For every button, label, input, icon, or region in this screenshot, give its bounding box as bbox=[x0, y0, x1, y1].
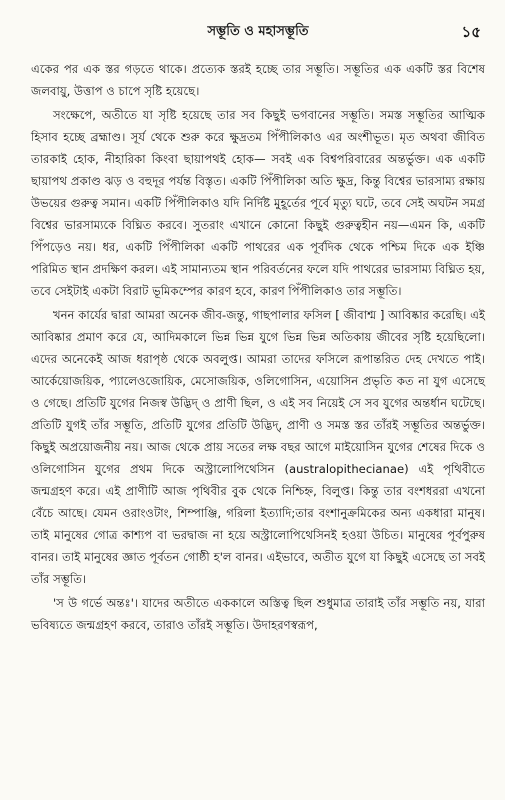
running-title: সম্ভূতি ও মহাসম্ভূতি bbox=[207, 24, 309, 39]
running-header bbox=[31, 22, 485, 44]
paragraph-3: খনন কার্যের দ্বারা আমরা অনেক জীব-জন্তু, গাছপালার ফসিল [ জীবাশ্ম ] আবিষ্কার করেছি। এই আবিষ্কার প্রমাণ করে যে, আদিমকালে ভিন্ন ভিন্ন যুগে ভিন্ন ভিন্ন অতিকায় জীবের সৃষ্টি হয়েছিলো। এদের অনেকেই আজ ধরাপৃষ্ঠ থেকে অবলুপ্ত। আমরা তাদের ফসিলে রূপান্তরিত দেহ দেখতে পাই। আর্কেয়োজয়িক, প্যালেওজোয়িক, মেসোজয়িক, ওলিগোসিন, এয়োসিন প্রভৃতি কত না যুগ এসেছে ও গেছে। প্রতিটি যুগের নিজস্ব উদ্ভিদ্ ও প্রাণী ছিল, ও এই সব নিয়েই সে সব যুগের অন্তর্ধান ঘটেছে। প্রতিটি যুগই তাঁর সম্ভূতি, প্রতিটি যুগের প্রতিটি উদ্ভিদ্, প্রাণী ও সমস্ত স্তর তাঁরই সম্ভূতির অন্তর্ভুক্ত। কিছুই অপ্রয়োজনীয় নয়। আজ থেকে প্রায় সতের লক্ষ বছর আগে মাইয়োসিন যুগের শেষের দিকে ও ওলিগোসিন যুগের প্রথম দিকে অস্ট্রালোপিথেসিন (australopithecianae) এই পৃথিবীতে জন্মগ্রহণ করে। এই প্রাণীটি আজ পৃথিবীর বুক থেকে নিশ্চিহ্ন, বিলুপ্ত। কিন্তু তার বংশধররা এখনো বেঁচে আছে। যেমন ওরাংওটাং, শিম্পাঞ্জি, গরিলা ইত্যাদি;তার বংশানুক্রমিকের অন্য একধারা মানুষ। তাই মানুষের গোত্র কাশ্যপ বা ভরদ্বাজ না হয়ে অস্ট্রালোপিথেসিনই হওয়া উচিত। মানুষের পূর্বপুরুষ বানর। তাই মানুষের জ্ঞাত পূর্বতন গোষ্ঠী হ'ল বানর। এইভাবে, অতীত যুগে যা কিছুই এসেছে তা সবই তাঁর সম্ভূতি। bbox=[31, 308, 485, 586]
paragraph-1: একের পর এক স্তর গড়তে থাকে। প্রত্যেক স্তরই হচ্ছে তার সম্ভূতি। সম্ভূতির এক একটি স্তর বিশেষ জলবায়ু, উত্তাপ ও চাপে সৃষ্টি হয়েছে। bbox=[31, 62, 485, 98]
paragraph-4: 'স উ গর্ভে অন্তঃ'। যাদের অতীতে এককালে অস্তিত্ব ছিল শুধুমাত্র তারাই তাঁর সম্ভূতি নয়, যারা ভবিষ্যতে জন্মগ্রহণ করবে, তারাও তাঁরই সম্ভূতি। উদাহরণস্বরূপ, bbox=[31, 596, 485, 632]
body-text bbox=[31, 58, 485, 636]
page-number: ১৫ bbox=[461, 23, 481, 41]
paragraph-2: সংক্ষেপে, অতীতে যা সৃষ্টি হয়েছে তার সব কিছুই ভগবানের সম্ভূতি। সমস্ত সম্ভূতির আত্মিক হিসাব হচ্ছে ব্রহ্মাণ্ড। সূর্য থেকে শুরু করে ক্ষুদ্রতম পিঁপীলিকাও এর অংশীভূত। মৃত অথবা জীবিত তারকাই হোক, নীহারিকা কিংবা ছায়াপথই হোক— সবই এক বিশ্বপরিবারের অন্তর্ভুক্ত। এক একটি ছায়াপথ প্রকাণ্ড ঝড় ও বহুদূর পর্যন্ত বিস্তৃত। একটি পিঁপীলিকা অতি ক্ষুদ্র, কিন্তু বিশ্বের ভারসাম্য রক্ষায় উভয়ের গুরুত্ব সমান। একটি পিঁপীলিকাও যদি নির্দিষ্ট মুহূর্তের পূর্বে মৃত্যু ঘটে, তবে সেই অঘটন সমগ্র বিশ্বের ভারসাম্যকে বিঘ্নিত করবে। সুতরাং এখানে কোনো কিছুই গুরুত্বহীন নয়—এমন কি, একটি পিঁপড়েও নয়। ধর, একটি পিঁপীলিকা একটি পাথরের এক পূর্বদিক থেকে পশ্চিম দিকে এক ইঞ্চি পরিমিত স্থান প্রদক্ষিণ করল। এই সামান্যতম স্থান পরিবর্তনের ফলে যদি পাথরের ভারসাম্য বিঘ্নিত হয়, তবে সেইটাই একটা বিরাট ভূমিকম্পের কারণ হবে, কারণ পিঁপীলিকাও তার সম্ভূতি। bbox=[31, 108, 485, 298]
